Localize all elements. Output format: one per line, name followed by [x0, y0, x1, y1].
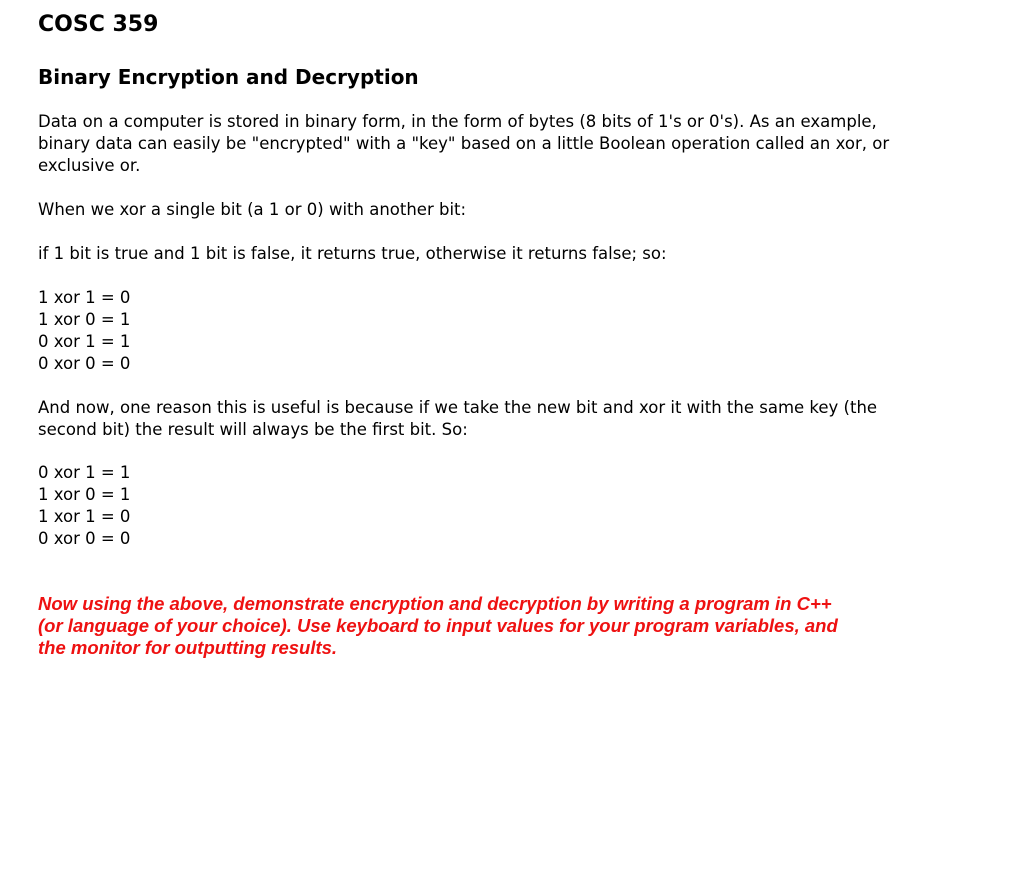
- reason-paragraph: [38, 397, 973, 441]
- reason-line: And now, one reason this is useful is because if we take the new bit and xor it with the same key (the: [38, 398, 878, 417]
- intro-line: exclusive or.: [38, 156, 141, 175]
- truth-table-row: 1 xor 0 = 1: [38, 310, 131, 329]
- reason-line: second bit) the result will always be the first bit. So:: [38, 420, 468, 439]
- intro-paragraph: [38, 111, 973, 177]
- truth-table-row: 0 xor 1 = 1: [38, 332, 131, 351]
- instruction-line: the monitor for outputting results.: [38, 637, 338, 658]
- truth-table-1: [38, 287, 973, 375]
- instruction-line: Now using the above, demonstrate encryption and decryption by writing a program in C++: [38, 593, 832, 614]
- truth-table-row: 0 xor 1 = 1: [38, 463, 131, 482]
- instruction-paragraph: [38, 593, 973, 659]
- truth-table-row: 1 xor 0 = 1: [38, 485, 131, 504]
- xor-intro-line: When we xor a single bit (a 1 or 0) with another bit:: [38, 200, 467, 219]
- instruction-line: (or language of your choice). Use keyboard to input values for your program variables, and: [38, 615, 838, 636]
- xor-rule-line: if 1 bit is true and 1 bit is false, it returns true, otherwise it returns false; so:: [38, 244, 667, 263]
- truth-table-row: 1 xor 1 = 0: [38, 288, 131, 307]
- intro-line: binary data can easily be "encrypted" with a "key" based on a little Boolean operation called an xor, or: [38, 134, 890, 153]
- truth-table-row: 0 xor 0 = 0: [38, 354, 131, 373]
- assignment-title: Binary Encryption and Decryption: [38, 65, 419, 89]
- truth-table-row: 0 xor 0 = 0: [38, 529, 131, 548]
- course-title: COSC 359: [38, 12, 159, 37]
- xor-rule-paragraph: [38, 243, 973, 265]
- truth-table-2: [38, 462, 973, 550]
- xor-intro-paragraph: [38, 199, 973, 221]
- truth-table-row: 1 xor 1 = 0: [38, 507, 131, 526]
- intro-line: Data on a computer is stored in binary form, in the form of bytes (8 bits of 1's or 0's). As an example,: [38, 112, 877, 131]
